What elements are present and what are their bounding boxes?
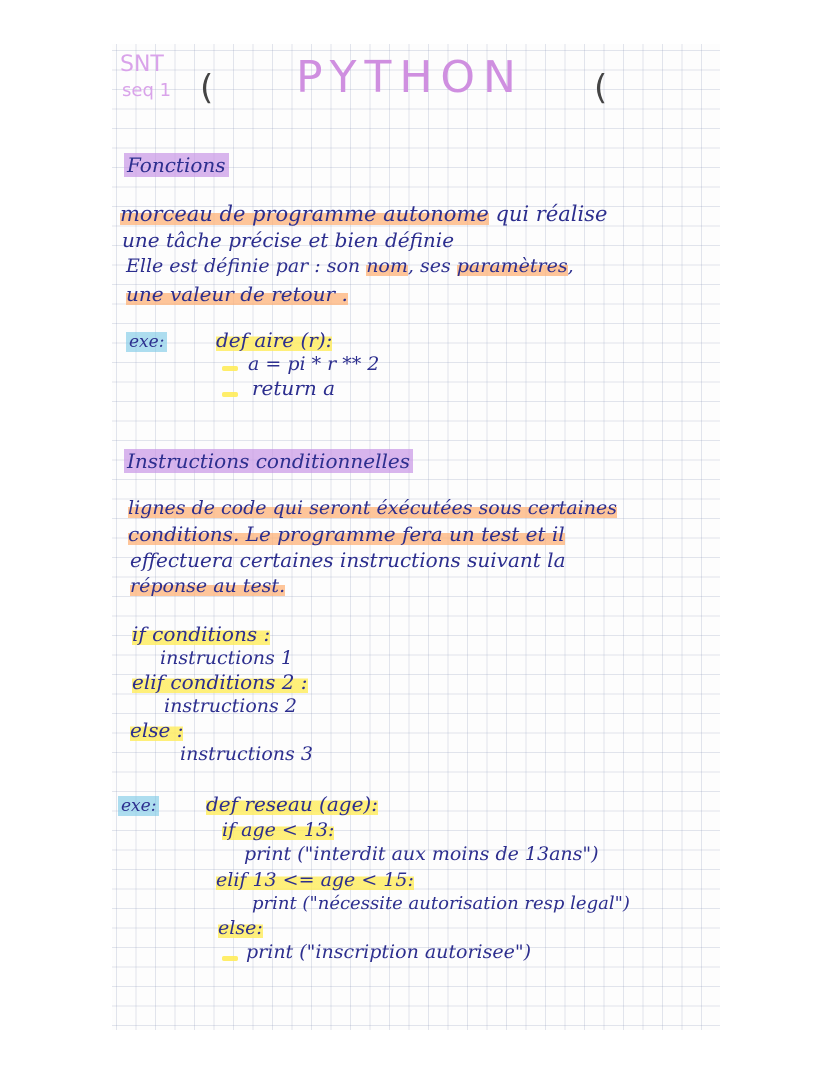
- code-else: else:: [218, 917, 263, 939]
- binder-hole-left: (: [200, 68, 214, 108]
- code-assign-a: a = pi * r ** 2: [248, 353, 380, 375]
- code-return-a: return a: [252, 376, 336, 400]
- code-elif-age: elif 13 <= age < 15:: [216, 869, 414, 891]
- syntax-else: else :: [130, 718, 184, 742]
- section-heading-fonctions: Fonctions: [124, 153, 229, 177]
- code-if-age: if age < 13:: [222, 819, 335, 841]
- indent-mark: [222, 956, 238, 961]
- instructions-desc-line2: conditions. Le programme fera un test et il: [128, 522, 565, 546]
- instructions-desc-line1: lignes de code qui seront éxécutées sous certaines: [128, 497, 617, 519]
- fonctions-desc-line1: morceau de programme autonome qui réalise: [120, 202, 608, 226]
- section-heading-instructions: Instructions conditionnelles: [124, 449, 413, 473]
- code-def-reseau: def reseau (age):: [206, 792, 378, 816]
- syntax-elif: elif conditions 2 :: [132, 670, 308, 694]
- sequence-label: seq 1: [122, 80, 172, 101]
- example-label-fonctions: exe:: [126, 330, 167, 354]
- page-title: PYTHON: [296, 52, 524, 103]
- indent-mark: [222, 366, 238, 371]
- fonctions-desc-line2: une tâche précise et bien définie: [122, 228, 455, 252]
- syntax-if: if conditions :: [132, 622, 271, 646]
- fonctions-desc-line4: une valeur de retour .: [126, 282, 348, 306]
- instructions-desc-line4: réponse au test.: [130, 575, 286, 597]
- indent-mark: [222, 392, 238, 397]
- code-print-interdit: print ("interdit aux moins de 13ans"): [244, 843, 599, 865]
- instructions-desc-line3: effectuera certaines instructions suivant la: [130, 548, 566, 572]
- syntax-instructions-2: instructions 2: [164, 695, 297, 717]
- syntax-instructions-3: instructions 3: [180, 743, 313, 765]
- syntax-instructions-1: instructions 1: [160, 647, 293, 669]
- code-print-inscription: print ("inscription autorisee"): [246, 941, 532, 963]
- code-def-aire: def aire (r):: [216, 328, 333, 352]
- subject-label: SNT: [120, 52, 164, 77]
- binder-hole-right: (: [594, 68, 608, 108]
- fonctions-desc-line3: Elle est définie par : son nom, ses paramètres,: [126, 255, 574, 277]
- code-print-autorisation: print ("nécessite autorisation resp legal"): [252, 893, 630, 914]
- example-label-instructions: exe:: [118, 794, 159, 818]
